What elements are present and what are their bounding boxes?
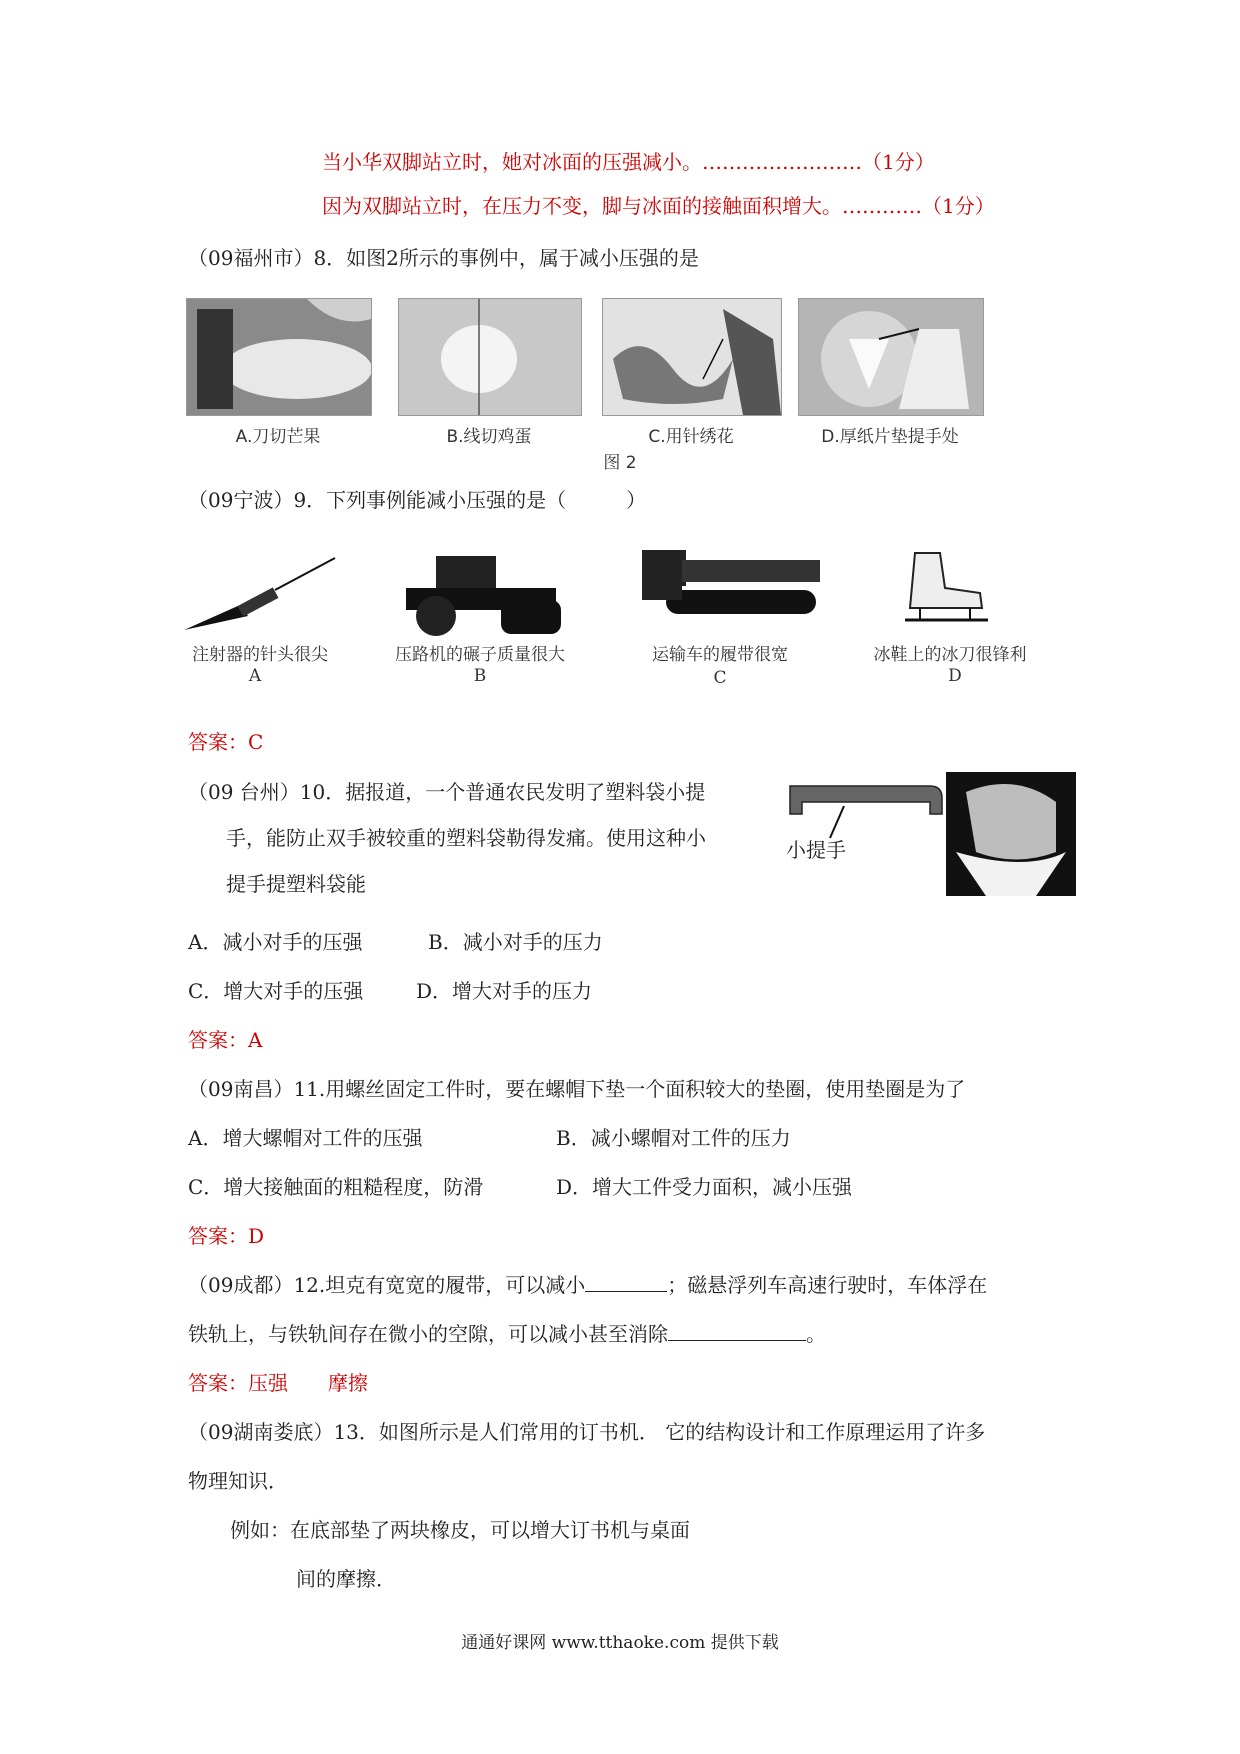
question-10-line-1: （09 台州）10．据报道，一个普通农民发明了塑料袋小提 (188, 780, 706, 804)
question-13-example: 例如：在底部垫了两块橡皮，可以增大订书机与桌面 (230, 1518, 690, 1542)
q12-text-4: 。 (806, 1322, 826, 1346)
page-footer: 通通好课网 www.tthaoke.com 提供下载 (461, 1633, 779, 1653)
q11-option-b: B．减小螺帽对工件的压力 (556, 1126, 791, 1150)
fig2-caption-a: A.刀切芒果 (235, 427, 321, 447)
previous-answer-line-1: 当小华双脚站立时，她对冰面的压强减小。……………………（1分） (322, 150, 935, 174)
answer-11: 答案：D (188, 1224, 265, 1248)
question-12-line-1 (188, 1273, 987, 1297)
hand-holding-bag-image (946, 772, 1076, 896)
answer-12: 答案：压强 摩擦 (188, 1371, 368, 1395)
q10-option-c: C．增大对手的压强 (188, 979, 364, 1003)
q12-blank-1 (585, 1273, 667, 1292)
transport-vehicle-image (636, 540, 826, 630)
fig2-caption-d: D.厚纸片垫提手处 (821, 427, 959, 447)
q11-option-d: D．增大工件受力面积，减小压强 (556, 1175, 853, 1199)
fig2-caption-b: B.线切鸡蛋 (446, 427, 532, 447)
q11-option-c: C．增大接触面的粗糙程度，防滑 (188, 1175, 484, 1199)
q10-option-a: A．减小对手的压强 (188, 930, 363, 954)
q12-text-3: 铁轨上，与铁轨间存在微小的空隙，可以减小甚至消除 (188, 1322, 668, 1346)
q9-letter-c: C (713, 668, 727, 688)
q9-letter-a: A (248, 666, 262, 686)
q9-letter-b: B (473, 666, 487, 686)
q12-text-2: ；磁悬浮列车高速行驶时，车体浮在 (667, 1273, 988, 1297)
question-9: （09宁波）9．下列事例能减小压强的是（ ） (188, 488, 647, 512)
road-roller-image (396, 548, 566, 638)
question-11: （09南昌）11.用螺丝固定工件时，要在螺帽下垫一个面积较大的垫圈，使用垫圈是为了 (188, 1077, 966, 1101)
question-13-line-1: （09湖南娄底）13．如图所示是人们常用的订书机． 它的结构设计和工作原理运用了许多 (188, 1420, 986, 1444)
question-10-line-2: 手，能防止双手被较重的塑料袋勒得发痛。使用这种小 (226, 826, 706, 850)
q9-caption-c: 运输车的履带很宽 (652, 645, 788, 665)
q11-option-a: A．增大螺帽对工件的压强 (188, 1126, 423, 1150)
q12-blank-2 (668, 1322, 806, 1341)
answer-10: 答案：A (188, 1028, 263, 1052)
question-13-example-cont: 间的摩擦． (296, 1567, 396, 1591)
question-12-line-2 (188, 1322, 826, 1346)
q10-option-b: B．减小对手的压力 (428, 930, 603, 954)
question-8: （09福州市）8．如图2所示的事例中，属于减小压强的是 (188, 246, 699, 270)
ice-skate-image (900, 548, 990, 628)
previous-answer-line-2: 因为双脚站立时，在压力不变，脚与冰面的接触面积增大。…………（1分） (322, 194, 995, 218)
fig2-title: 图 2 (603, 453, 637, 473)
fig2-caption-c: C.用针绣花 (648, 427, 734, 447)
photo-cardboard-handle (798, 298, 984, 416)
q12-text-1: （09成都）12.坦克有宽宽的履带，可以减小 (188, 1273, 586, 1297)
photo-needle-embroidery (602, 298, 782, 416)
syringe-image (180, 550, 340, 635)
q9-caption-a: 注射器的针头很尖 (192, 645, 328, 665)
question-10-line-3: 提手提塑料袋能 (226, 872, 366, 896)
photo-knife-mango (186, 298, 372, 416)
answer-9: 答案：C (188, 730, 264, 754)
q9-letter-d: D (948, 666, 962, 686)
q9-caption-b: 压路机的碾子质量很大 (395, 645, 565, 665)
q9-caption-d: 冰鞋上的冰刀很锋利 (873, 645, 1027, 665)
question-13-line-2: 物理知识． (188, 1469, 288, 1493)
photo-thread-egg (398, 298, 582, 416)
small-handle-label: 小提手 (786, 838, 846, 862)
q10-option-d: D．增大对手的压力 (416, 979, 593, 1003)
